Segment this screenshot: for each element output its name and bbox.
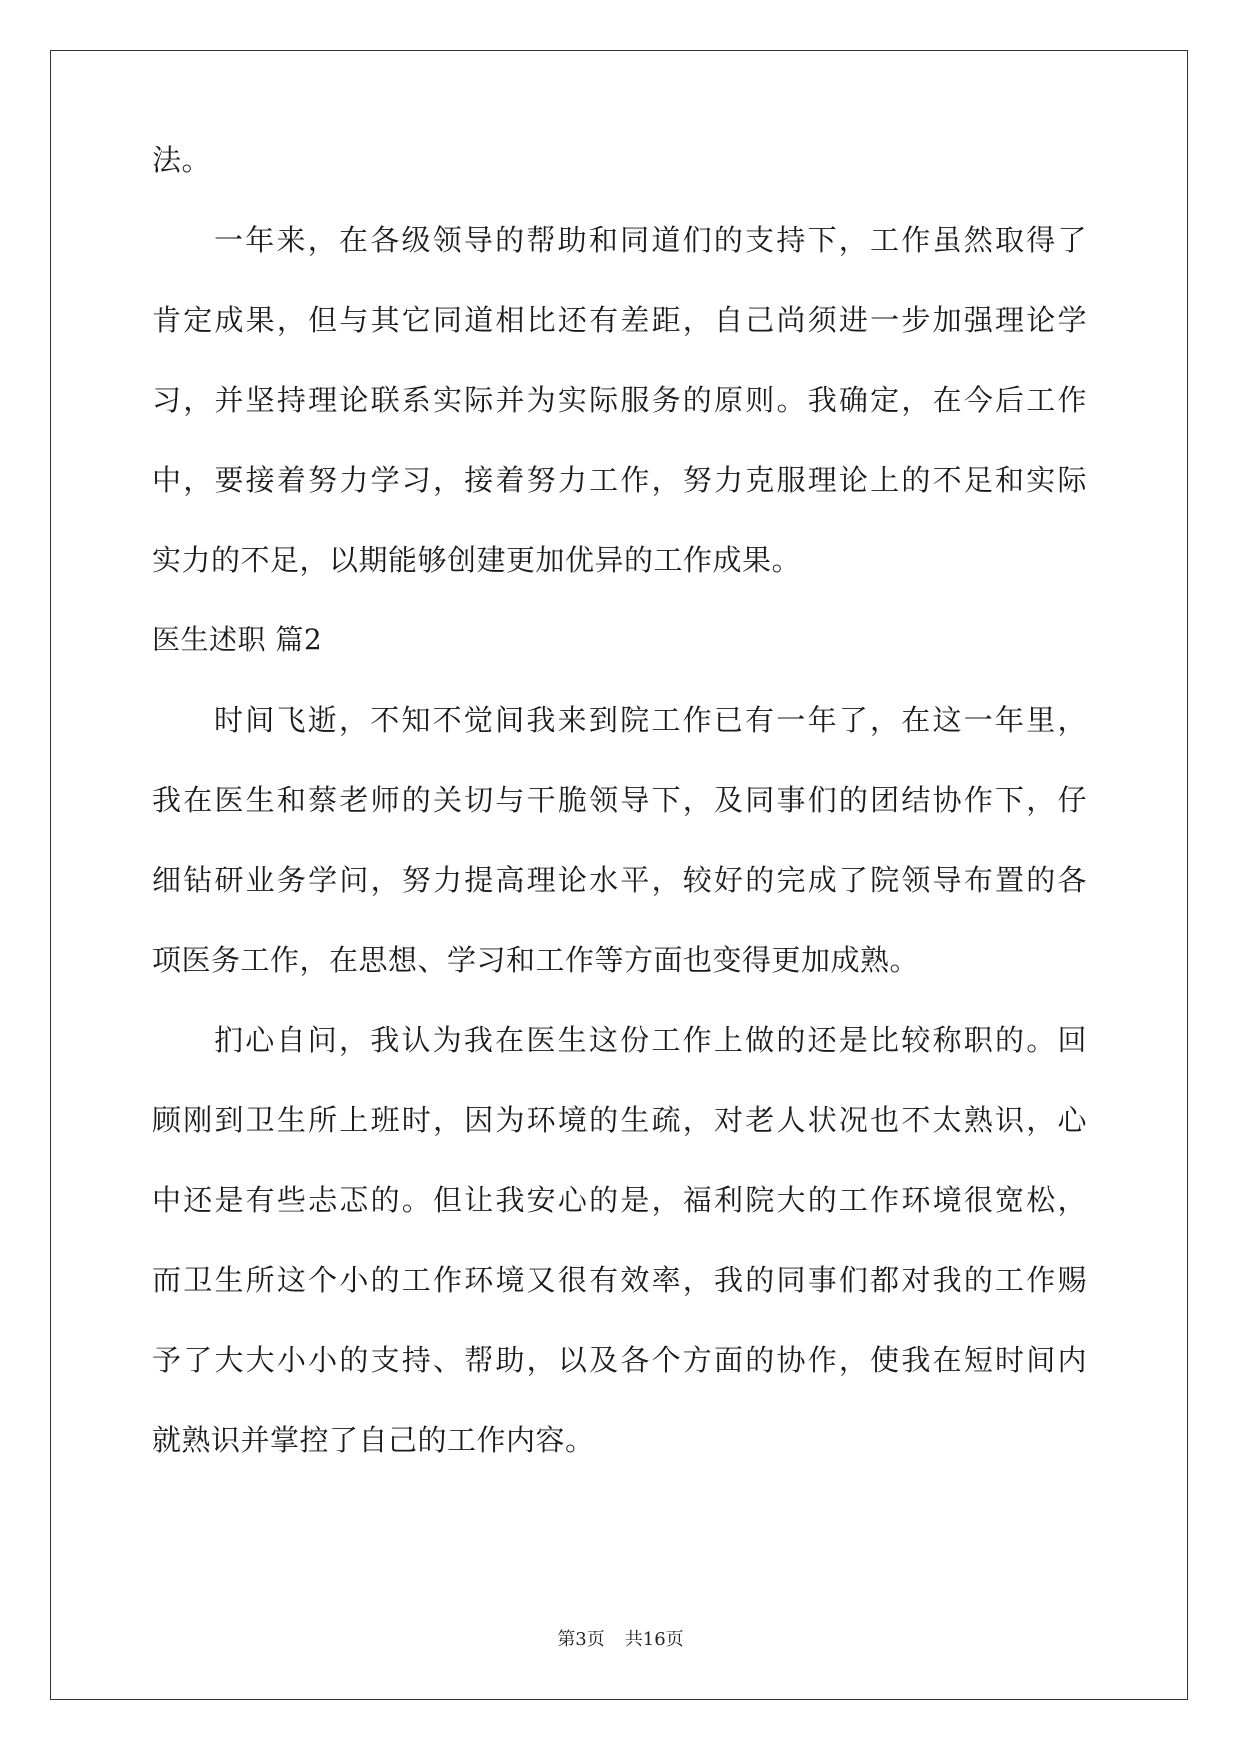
text-line: 习，并坚持理论联系实际并为实际服务的原则。我确定，在今后工作 xyxy=(152,383,1087,417)
text-line: 就熟识并掌控了自己的工作内容。 xyxy=(152,1423,595,1457)
text-line: 而卫生所这个小的工作环境又很有效率，我的同事们都对我的工作赐 xyxy=(152,1263,1087,1297)
text-line: 时间飞逝，不知不觉间我来到院工作已有一年了，在这一年里， xyxy=(214,703,1087,737)
text-line: 细钻研业务学问，努力提高理论水平，较好的完成了院领导布置的各 xyxy=(152,863,1087,897)
text-line: 中还是有些忐忑的。但让我安心的是，福利院大的工作环境很宽松， xyxy=(152,1183,1087,1217)
text-line: 中，要接着努力学习，接着努力工作，努力克服理论上的不足和实际 xyxy=(152,463,1087,497)
text-line: 我在医生和蔡老师的关切与干脆领导下，及同事们的团结协作下，仔 xyxy=(152,783,1087,817)
page-number: 第3页 xyxy=(557,1629,605,1650)
text-line: 扪心自问，我认为我在医生这份工作上做的还是比较称职的。回 xyxy=(214,1023,1087,1057)
section-heading: 医生述职 篇2 xyxy=(152,623,323,656)
text-line: 法。 xyxy=(152,143,212,177)
document-body xyxy=(152,143,1087,1480)
text-line: 肯定成果，但与其它同道相比还有差距，自己尚须进一步加强理论学 xyxy=(152,303,1087,337)
text-line: 予了大大小小的支持、帮助，以及各个方面的协作，使我在短时间内 xyxy=(152,1343,1087,1377)
page-footer xyxy=(0,1625,1241,1651)
text-line: 顾刚到卫生所上班时，因为环境的生疏，对老人状况也不太熟识，心 xyxy=(152,1103,1087,1137)
text-line: 项医务工作，在思想、学习和工作等方面也变得更加成熟。 xyxy=(152,943,920,977)
text-line: 一年来，在各级领导的帮助和同道们的支持下，工作虽然取得了 xyxy=(214,223,1087,257)
text-line: 实力的不足，以期能够创建更加优异的工作成果。 xyxy=(152,543,802,577)
page-total: 共16页 xyxy=(624,1629,684,1650)
